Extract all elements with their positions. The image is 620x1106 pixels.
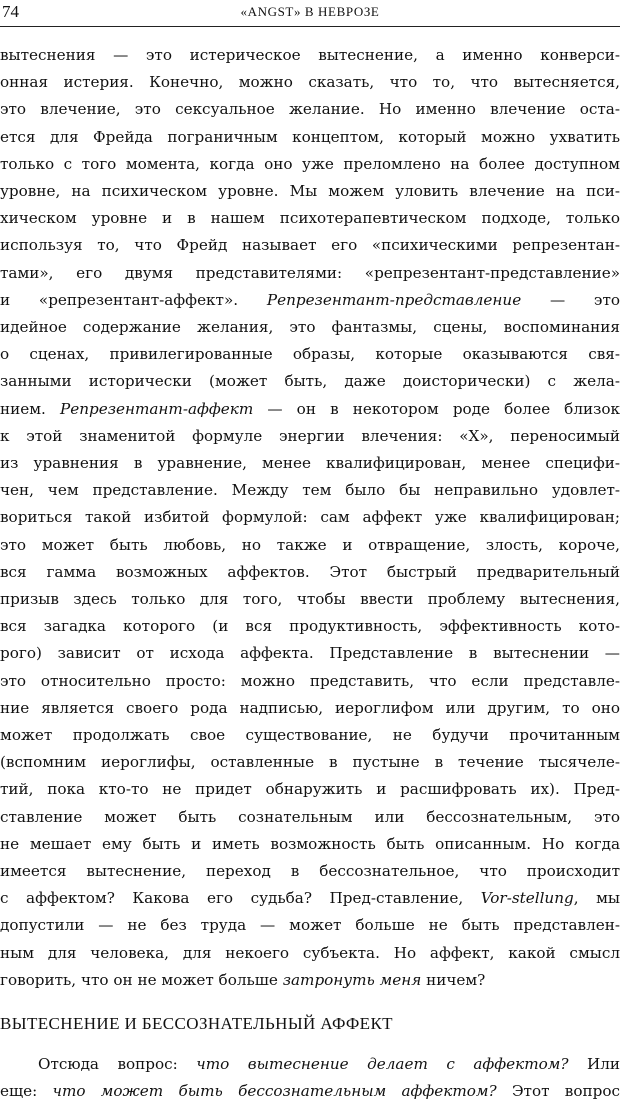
text-line: используя то, что Фрейд называет его «психическими репрезентан- (0, 236, 620, 255)
text-line: ется для Фрейда пограничным концептом, который можно ухватить (0, 127, 620, 146)
text-line: вытеснения — это истерическое вытеснение, а именно конверси- (0, 46, 620, 64)
running-title: «ANGST» В НЕВРОЗЕ (240, 4, 380, 19)
text-line: тий, пока кто-то не придет обнаружить и расшифровать их). Пред- (0, 780, 620, 799)
text-line: еще: что может быть бессознательным аффектом? Этот вопрос (0, 1082, 620, 1101)
text-line: допустили — не без труда — может больше не быть представлен- (0, 916, 620, 935)
text-line: занными исторически (может быть, даже доисторически) с жела- (0, 372, 620, 391)
text-line: о сценах, привилегированные образы, которые оказываются свя- (0, 345, 620, 364)
text-line: это может быть любовь, но также и отвращение, злость, короче, (0, 535, 620, 554)
text-line: хическом уровне и в нашем психотерапевтическом подходе, только (0, 209, 620, 228)
text-line: вся загадка которого (и вся продуктивность, эффективность кото- (0, 617, 620, 636)
text-line: ным для человека, для некоего субъекта. Но аффект, какой смысл (0, 943, 620, 962)
page-number: 74 (2, 2, 19, 21)
text-line: ние является своего рода надписью, иероглифом или другим, то оно (0, 698, 620, 717)
text-line: тами», его двумя представителями: «репрезентант-представление» (0, 263, 620, 282)
running-head (0, 0, 620, 27)
text-line: призыв здесь только для того, чтобы ввести проблему вытеснения, (0, 590, 620, 608)
text-line: онная истерия. Конечно, можно сказать, что то, что вытесняется, (0, 73, 620, 92)
text-line: нием. Репрезентант-аффект — он в некотором роде более близок (0, 399, 620, 418)
text-line: с аффектом? Какова его судьба? Пред-ставление, Vor-stellung, мы (0, 889, 620, 908)
text-line: вориться такой избитой формулой: сам аффект уже квалифицирован; (0, 508, 620, 527)
text-line: может продолжать свое существование, не будучи прочитанным (0, 726, 620, 744)
text-line: рого) зависит от исхода аффекта. Представление в вытеснении — (0, 644, 620, 663)
text-line: уровне, на психическом уровне. Мы можем уловить влечение на пси- (0, 182, 620, 200)
text-line: имеется вытеснение, переход в бессознательное, что происходит (0, 862, 620, 880)
text-line: чен, чем представление. Между тем было бы неправильно удовлет- (0, 481, 620, 500)
text-line: к этой знаменитой формуле энергии влечения: «Х», переносимый (0, 426, 620, 445)
section-heading: ВЫТЕСНЕНИЕ И БЕССОЗНАТЕЛЬНЫЙ АФФЕКТ (0, 1014, 393, 1033)
text-line: только с того момента, когда оно уже преломлено на более доступном (0, 154, 620, 173)
text-line: (вспомним иероглифы, оставленные в пустыне в течение тысячеле- (0, 753, 620, 772)
text-line: это влечение, это сексуальное желание. Но именно влечение оста- (0, 100, 620, 119)
text-line: говорить, что он не может больше затронуть меня ничем? (0, 970, 486, 989)
text-line: ставление может быть сознательным или бессознательным, это (0, 807, 620, 826)
text-line: и «репрезентант-аффект». Репрезентант-представление — это (0, 290, 620, 309)
text-line: не мешает ему быть и иметь возможность быть описанным. Но когда (0, 834, 620, 853)
text-line: идейное содержание желания, это фантазмы, сцены, воспоминания (0, 318, 620, 336)
text-line: это относительно просто: можно представить, что если представле- (0, 671, 620, 690)
text-line: вся гамма возможных аффектов. Этот быстрый предварительный (0, 562, 620, 581)
text-line: из уравнения в уравнение, менее квалифицирован, менее специфи- (0, 454, 620, 472)
text-line: Отсюда вопрос: что вытеснение делает с аффектом? Или (38, 1055, 620, 1074)
